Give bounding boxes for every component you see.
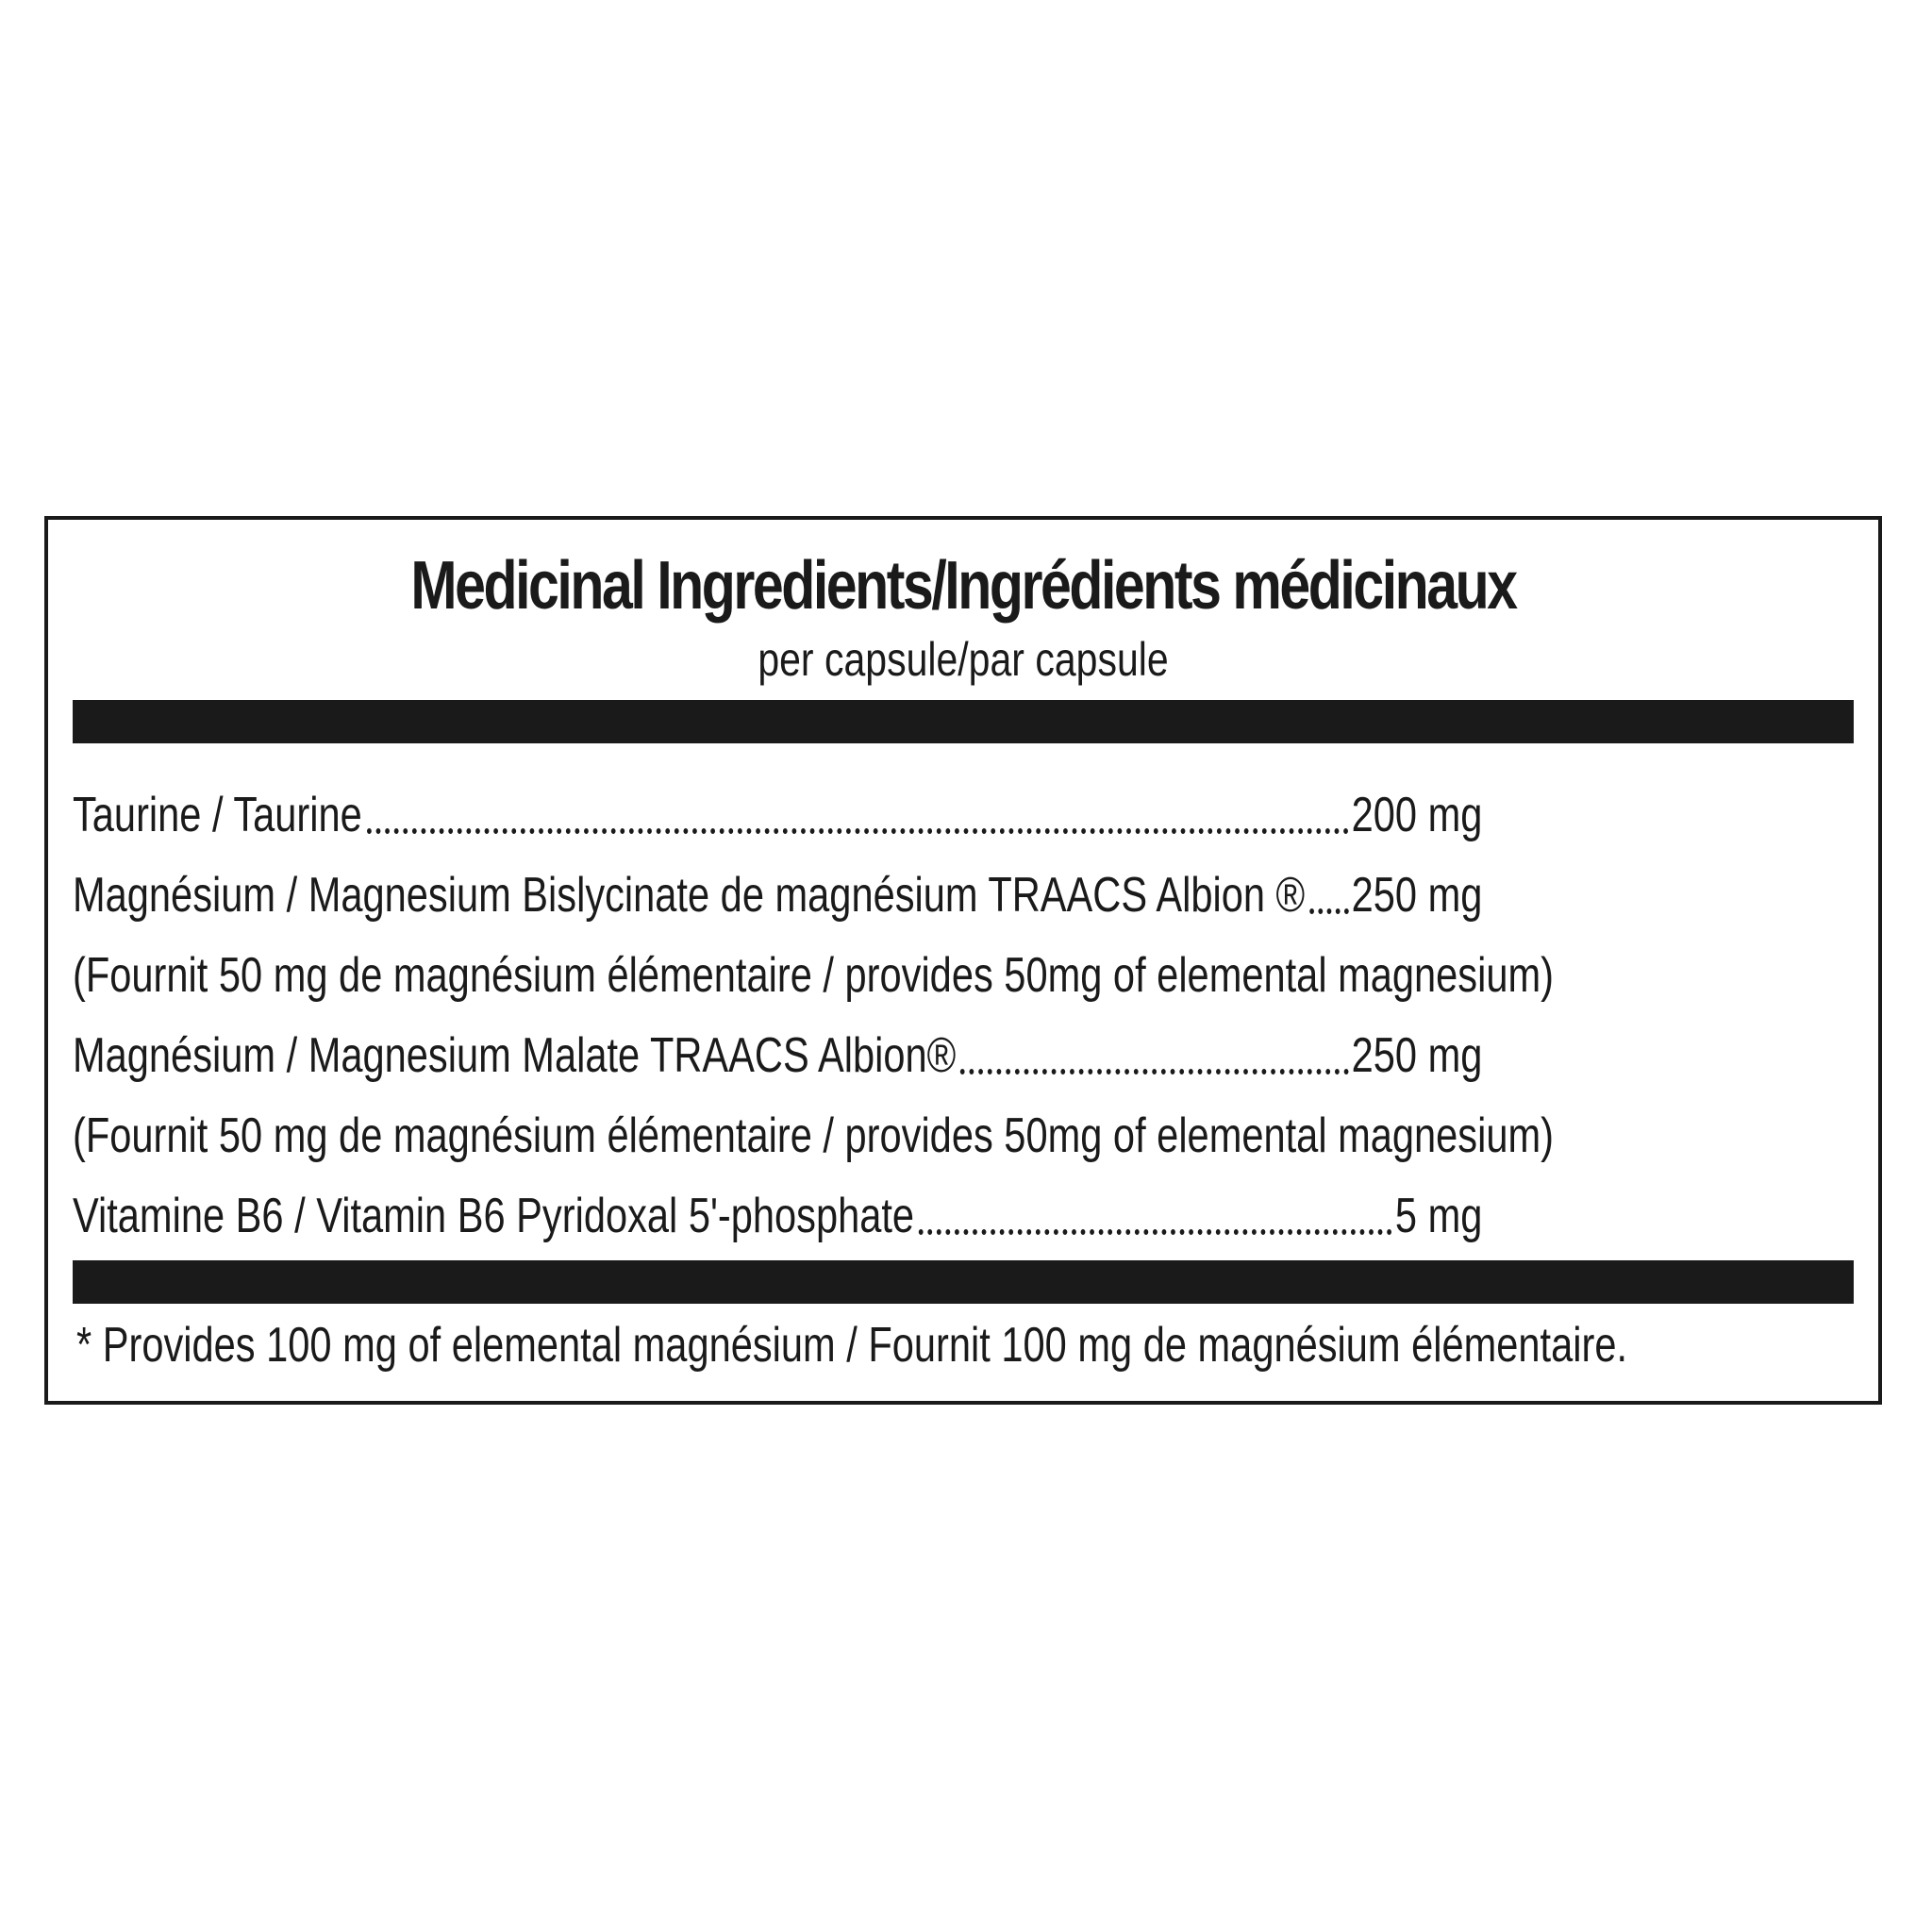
dot-leader bbox=[367, 828, 1349, 834]
ingredient-note-row bbox=[73, 1084, 1835, 1164]
top-divider-bar bbox=[73, 700, 1854, 743]
panel-subtitle: per capsule/par capsule bbox=[758, 633, 1169, 686]
dot-leader bbox=[919, 1229, 1392, 1235]
dot-leader bbox=[960, 1069, 1348, 1074]
ingredient-amount: 5 mg bbox=[1394, 1189, 1483, 1243]
ingredient-row-taurine bbox=[73, 763, 1835, 843]
ingredients-panel bbox=[44, 516, 1882, 1405]
ingredient-amount: 250 mg bbox=[1351, 1028, 1483, 1083]
dot-leader bbox=[1309, 908, 1348, 914]
ingredient-note: (Fournit 50 mg de magnésium élémentaire / provides 50mg of elemental magnesium) bbox=[73, 1108, 1554, 1163]
ingredient-name: Vitamine B6 / Vitamin B6 Pyridoxal 5'-phosphate bbox=[73, 1189, 915, 1243]
ingredient-name: Taurine / Taurine bbox=[73, 788, 362, 842]
ingredient-row-magnesium-bisglycinate bbox=[73, 843, 1835, 924]
ingredient-note: (Fournit 50 mg de magnésium élémentaire / provides 50mg of elemental magnesium) bbox=[73, 948, 1554, 1003]
ingredient-name: Magnésium / Magnesium Malate TRAACS Albion® bbox=[73, 1028, 957, 1083]
ingredient-row-magnesium-malate bbox=[73, 1004, 1835, 1084]
panel-title: Medicinal Ingredients/Ingrédients médicinaux bbox=[410, 548, 1516, 624]
bottom-divider-bar bbox=[73, 1260, 1854, 1304]
ingredient-amount: 200 mg bbox=[1351, 788, 1483, 842]
ingredient-name: Magnésium / Magnesium Bislycinate de magnésium TRAACS Albion ® bbox=[73, 868, 1306, 923]
footnote: * Provides 100 mg of elemental magnésium / Fournit 100 mg de magnésium élémentaire. bbox=[76, 1318, 1628, 1373]
ingredient-list bbox=[73, 763, 1835, 1244]
ingredient-note-row bbox=[73, 924, 1835, 1004]
ingredient-amount: 250 mg bbox=[1351, 868, 1483, 923]
ingredient-row-vitamin-b6 bbox=[73, 1164, 1835, 1244]
